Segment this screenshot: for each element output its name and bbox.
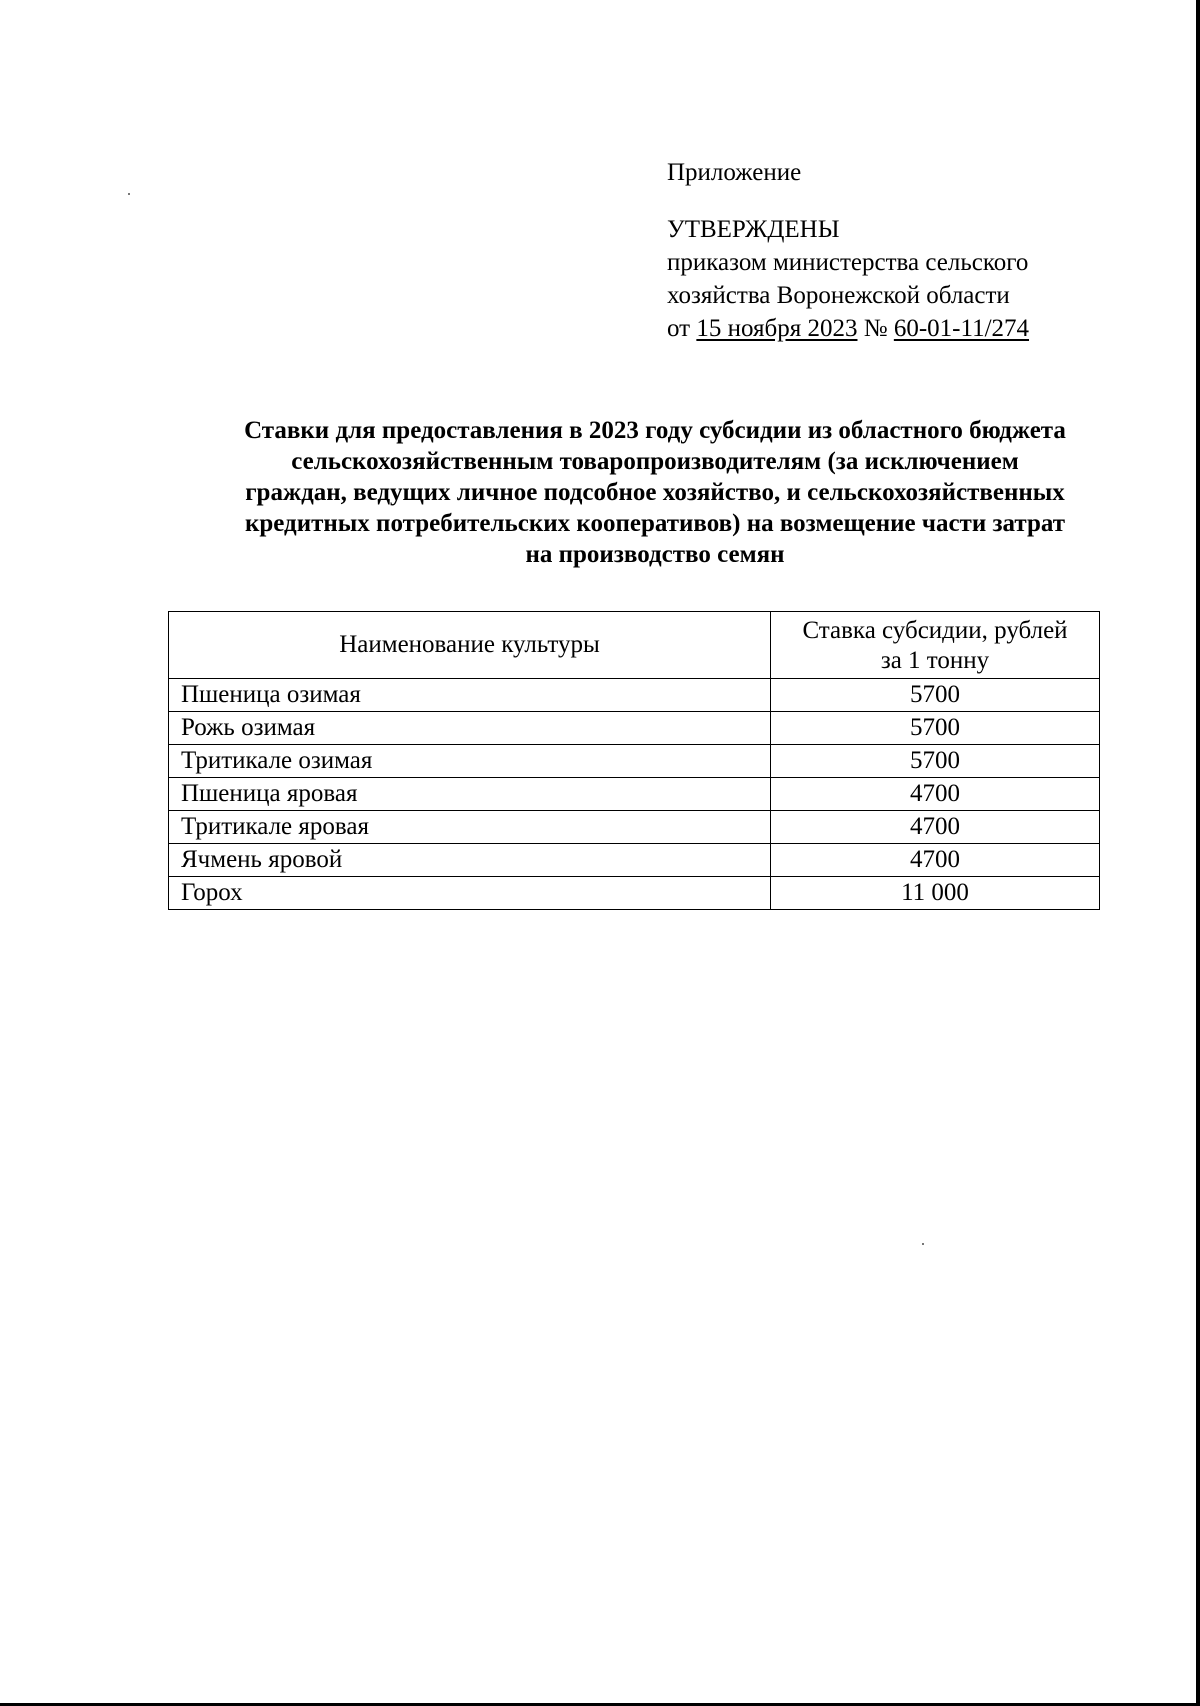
title-line: Ставки для предоставления в 2023 году субсидии из областного бюджета [244, 417, 1066, 444]
crop-name-cell: Горох [169, 877, 771, 910]
crop-name-cell: Пшеница озимая [169, 679, 771, 712]
crop-name-cell: Тритикале озимая [169, 745, 771, 778]
table-row [169, 877, 1100, 910]
table-row [169, 679, 1100, 712]
header-rate-line-2: за 1 тонну [880, 647, 990, 674]
table-header-row [169, 612, 1100, 679]
rate-cell: 4700 [771, 844, 1100, 877]
approval-line-1: приказом министерства сельского [667, 249, 1029, 276]
subsidy-rates-table [168, 611, 1100, 910]
appendix-label: Приложение [667, 159, 802, 186]
approval-date-line [667, 312, 1029, 345]
title-line: кредитных потребительских кооперативов) на возмещение части затрат [244, 510, 1066, 537]
table-row [169, 778, 1100, 811]
rate-cell: 4700 [771, 778, 1100, 811]
order-date: 15 ноября 2023 [696, 315, 858, 342]
approved-heading: УТВЕРЖДЕНЫ [667, 216, 840, 243]
table-row [169, 712, 1100, 745]
scan-speck [922, 1243, 924, 1245]
approval-block [667, 156, 1029, 345]
rate-cell: 5700 [771, 712, 1100, 745]
document-title [160, 415, 1150, 570]
table-row [169, 745, 1100, 778]
number-prefix: № [857, 315, 894, 342]
crop-name-cell: Ячмень яровой [169, 844, 771, 877]
title-line: на производство семян [525, 541, 785, 568]
title-line: граждан, ведущих личное подсобное хозяйство, и сельскохозяйственных [245, 479, 1065, 506]
header-rate-line-1: Ставка субсидии, рублей [802, 617, 1068, 644]
header-crop-name: Наименование культуры [169, 612, 771, 679]
header-rate [771, 612, 1100, 679]
rate-cell: 11 000 [771, 877, 1100, 910]
crop-name-cell: Рожь озимая [169, 712, 771, 745]
crop-name-cell: Тритикале яровая [169, 811, 771, 844]
rate-cell: 5700 [771, 679, 1100, 712]
table-row [169, 811, 1100, 844]
crop-name-cell: Пшеница яровая [169, 778, 771, 811]
rate-cell: 5700 [771, 745, 1100, 778]
scan-speck [128, 193, 130, 195]
table-row [169, 844, 1100, 877]
title-line: сельскохозяйственным товаропроизводителям (за исключением [291, 448, 1019, 475]
order-number: 60-01-11/274 [893, 315, 1030, 342]
approval-line-2: хозяйства Воронежской области [667, 282, 1010, 309]
date-prefix: от [667, 315, 697, 342]
scan-edge-right [1196, 0, 1200, 1706]
rate-cell: 4700 [771, 811, 1100, 844]
